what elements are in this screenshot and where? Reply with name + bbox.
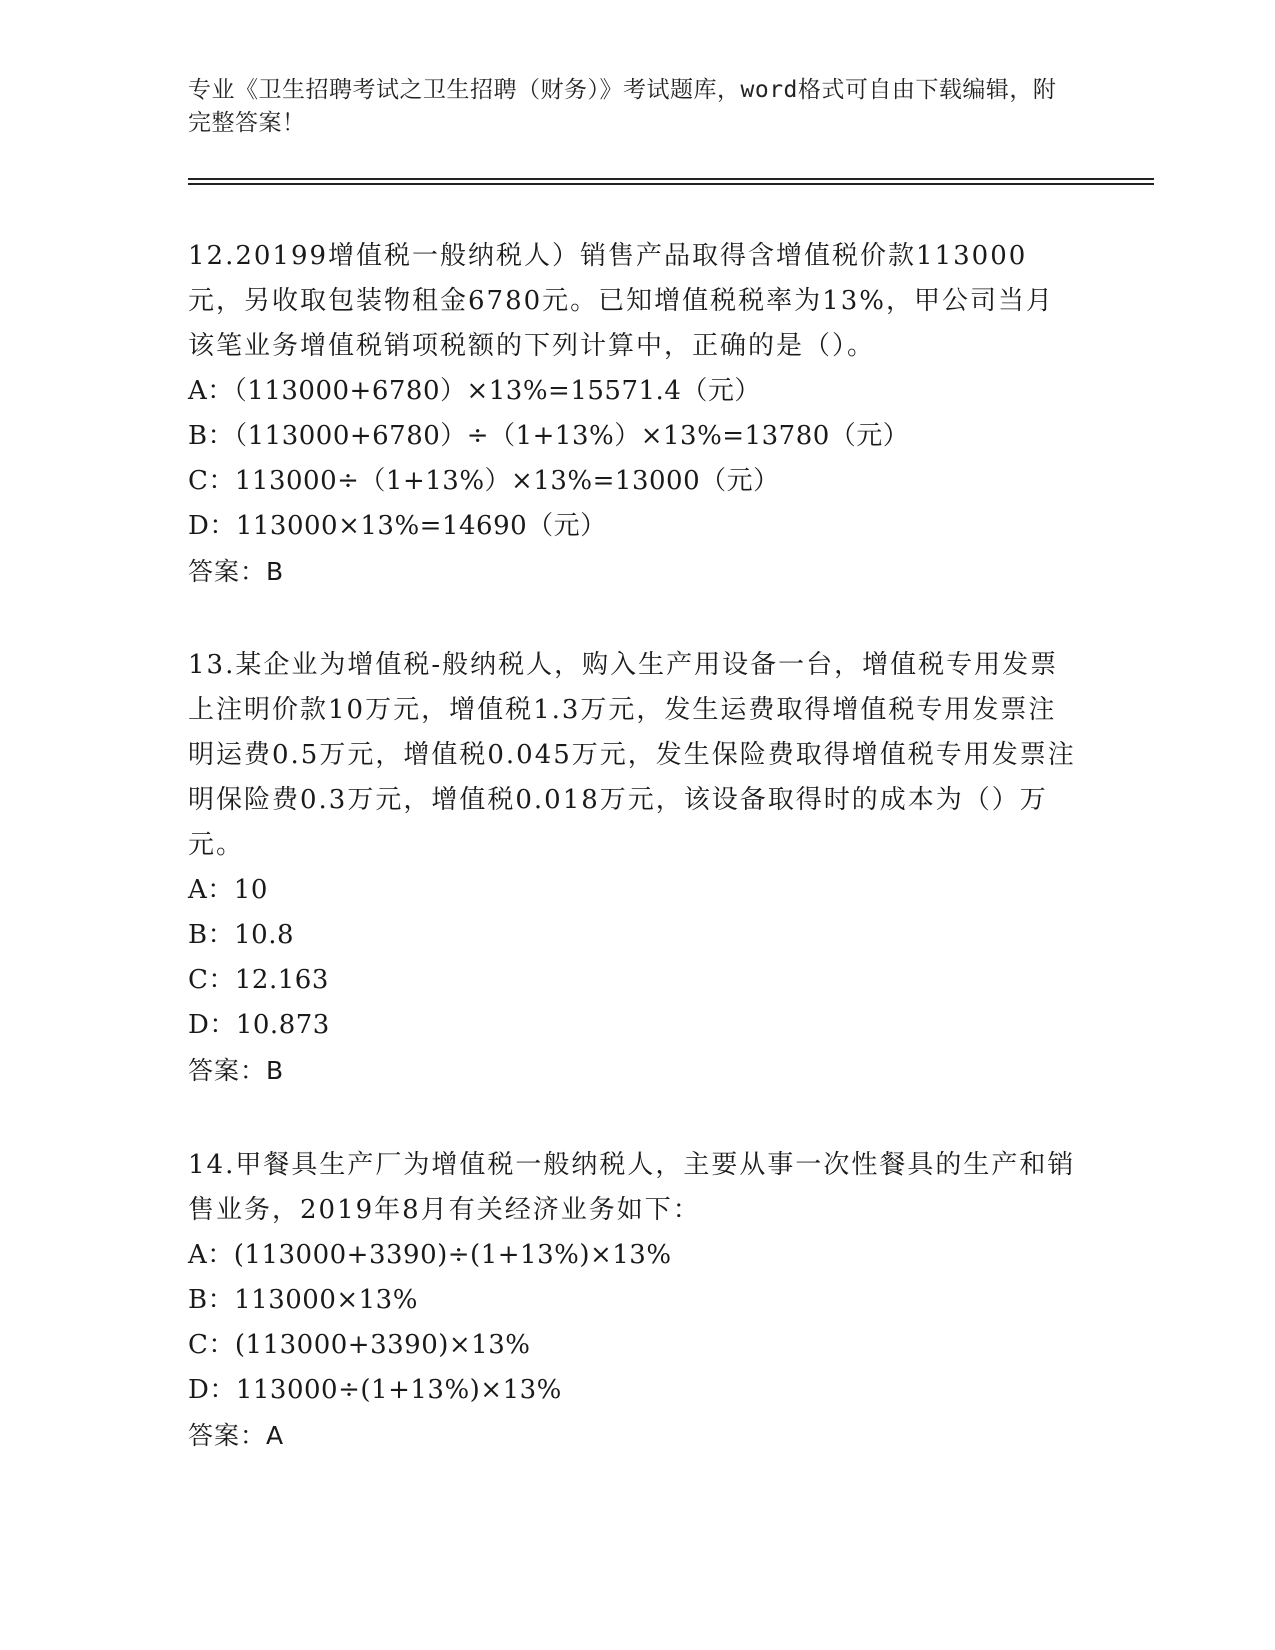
header-text: 专业《卫生招聘考试之卫生招聘（财务）》考试题库，word格式可自由下载编辑，附完整答案！ [188, 77, 1057, 136]
option-c: C：(113000+3390)×13% [188, 1330, 531, 1360]
option-b: B：113000×13% [188, 1285, 418, 1315]
option-a: A：（113000+6780）×13%=15571.4（元） [188, 376, 761, 406]
answer-line: 答案：B [188, 1056, 285, 1085]
question-12 [188, 234, 1078, 594]
option-d: D：10.873 [188, 1010, 330, 1040]
question-14 [188, 1143, 1078, 1458]
header-divider [188, 178, 1154, 180]
option-b: B：10.8 [188, 920, 294, 950]
option-c: C：113000÷（1+13%）×13%=13000（元） [188, 466, 780, 496]
option-b: B：（113000+6780）÷（1+13%）×13%=13780（元） [188, 421, 910, 451]
question-stem: 12.20199增值税一般纳税人）销售产品取得含增值税价款113000元，另收取包装物租金6780元。已知增值税税率为13%，甲公司当月该笔业务增值税销项税额的下列计算中，正确的是（）。 [188, 241, 1054, 361]
header-divider-double [188, 183, 1154, 185]
option-d: D：113000÷(1+13%)×13% [188, 1375, 562, 1405]
question-stem: 13.某企业为增值税-般纳税人，购入生产用设备一台，增值税专用发票上注明价款10万元，增值税1.3万元，发生运费取得增值税专用发票注明运费0.5万元，增值税0.045万元，发生保险费取得增值税专用发票注明保险费0.3万元，增值税0.018万元，该设备取得时的成本为（）万元。 [188, 650, 1076, 860]
question-stem: 14.甲餐具生产厂为增值税一般纳税人，主要从事一次性餐具的生产和销售业务，2019年8月有关经济业务如下： [188, 1150, 1076, 1225]
option-c: C：12.163 [188, 965, 329, 995]
option-d: D：113000×13%=14690（元） [188, 511, 607, 541]
question-13 [188, 643, 1078, 1093]
answer-line: 答案：B [188, 557, 285, 586]
option-a: A：10 [188, 875, 268, 905]
answer-line: 答案：A [188, 1421, 285, 1450]
option-a: A：(113000+3390)÷(1+13%)×13% [188, 1240, 672, 1270]
